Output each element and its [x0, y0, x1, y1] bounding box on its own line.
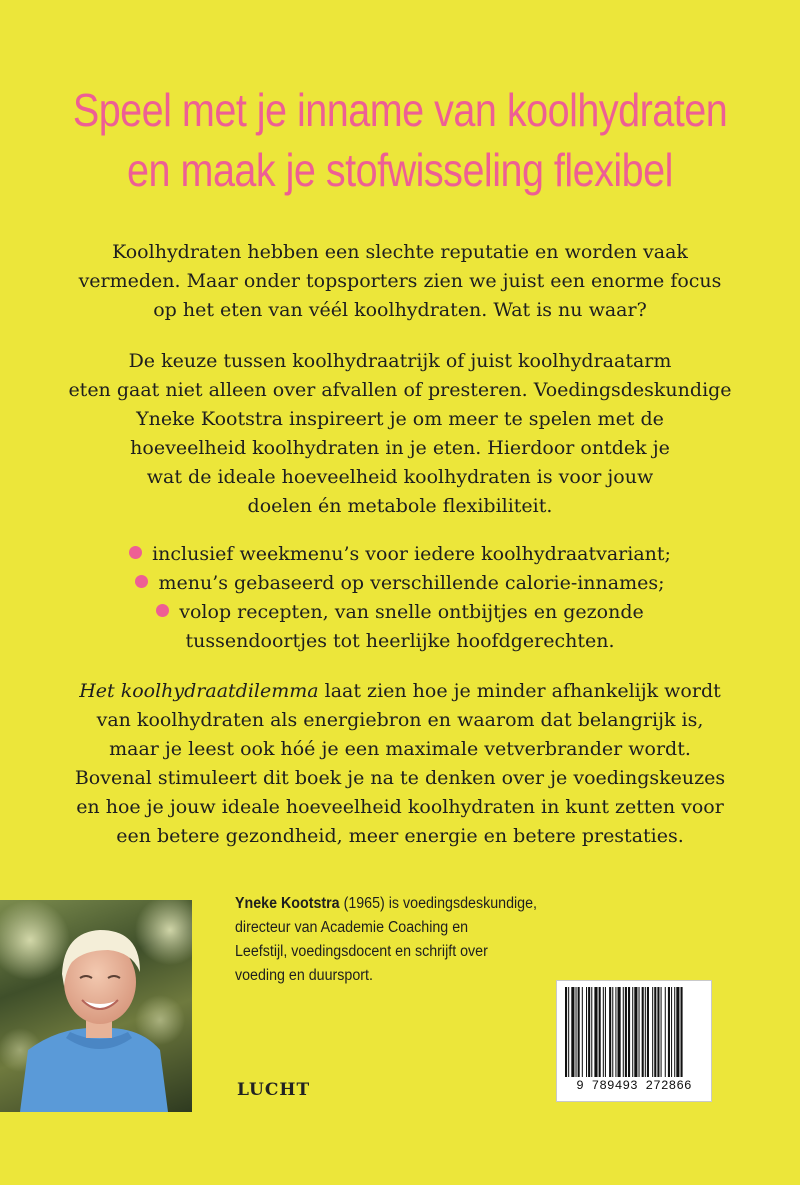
- list-item-text: tussendoortjes tot heerlijke hoofdgerechten.: [185, 630, 615, 652]
- bio-line: (1965) is voedingsdeskundige,: [339, 895, 538, 912]
- body-line: doelen én metabole flexibiliteit.: [247, 495, 553, 517]
- closing-line: een betere gezondheid, meer energie en betere prestaties.: [116, 825, 684, 847]
- body-line: wat de ideale hoeveelheid koolhydraten is voor jouw: [146, 466, 654, 488]
- body-line: eten gaat niet alleen over afvallen of presteren. Voedingsdeskundige: [68, 379, 732, 401]
- body-paragraph: [40, 347, 760, 521]
- intro-line: vermeden. Maar onder topsporters zien we juist een enorme focus: [78, 270, 722, 292]
- list-item-text: menu’s gebaseerd op verschillende calorie-innames;: [158, 572, 665, 594]
- body-line: hoeveelheid koolhydraten in je eten. Hierdoor ontdek je: [130, 437, 670, 459]
- isbn-number: 9 789493 272866: [576, 1079, 692, 1093]
- list-item: [40, 540, 760, 569]
- headline-line-2: en maak je stofwisseling flexibel: [127, 144, 673, 196]
- headline: [56, 80, 744, 200]
- feature-list: [40, 540, 760, 656]
- list-item-text: inclusief weekmenu’s voor iedere koolhydraatvariant;: [152, 543, 671, 565]
- bio-line: Leefstijl, voedingsdocent en schrijft over: [235, 943, 488, 960]
- closing-line: laat zien hoe je minder afhankelijk wordt: [318, 680, 721, 702]
- body-line: De keuze tussen koolhydraatrijk of juist koolhydraatarm: [128, 350, 672, 372]
- intro-line: op het eten van véél koolhydraten. Wat is nu waar?: [153, 299, 647, 321]
- closing-line: van koolhydraten als energiebron en waarom dat belangrijk is,: [96, 709, 704, 731]
- closing-paragraph: [40, 677, 760, 851]
- book-title: Het koolhydraatdilemma: [79, 680, 319, 702]
- author-name: Yneke Kootstra: [235, 895, 340, 912]
- closing-line: maar je leest ook hóé je een maximale vetverbrander wordt.: [109, 738, 691, 760]
- closing-line: en hoe je jouw ideale hoeveelheid koolhydraten in kunt zetten voor: [76, 796, 724, 818]
- author-photo: [0, 900, 192, 1112]
- list-item: [40, 598, 760, 656]
- list-item-text: volop recepten, van snelle ontbijtjes en gezonde: [179, 601, 644, 623]
- body-line: Yneke Kootstra inspireert je om meer te spelen met de: [136, 408, 664, 430]
- bullet-dot-icon: [135, 575, 148, 588]
- closing-line: Bovenal stimuleert dit boek je na te denken over je voedingskeuzes: [74, 767, 726, 789]
- headline-line-1: Speel met je inname van koolhydraten: [72, 84, 728, 136]
- barcode-bars: [563, 987, 705, 1077]
- author-bio: [235, 892, 565, 988]
- barcode: [556, 980, 712, 1102]
- intro-line: Koolhydraten hebben een slechte reputatie en worden vaak: [112, 241, 688, 263]
- bullet-dot-icon: [156, 604, 169, 617]
- bio-line: directeur van Academie Coaching en: [235, 919, 469, 936]
- intro-paragraph: [40, 238, 760, 325]
- list-item: [40, 569, 760, 598]
- publisher-logo: LUCHT: [237, 1080, 311, 1100]
- bio-line: voeding en duursport.: [235, 967, 373, 984]
- bullet-dot-icon: [129, 546, 142, 559]
